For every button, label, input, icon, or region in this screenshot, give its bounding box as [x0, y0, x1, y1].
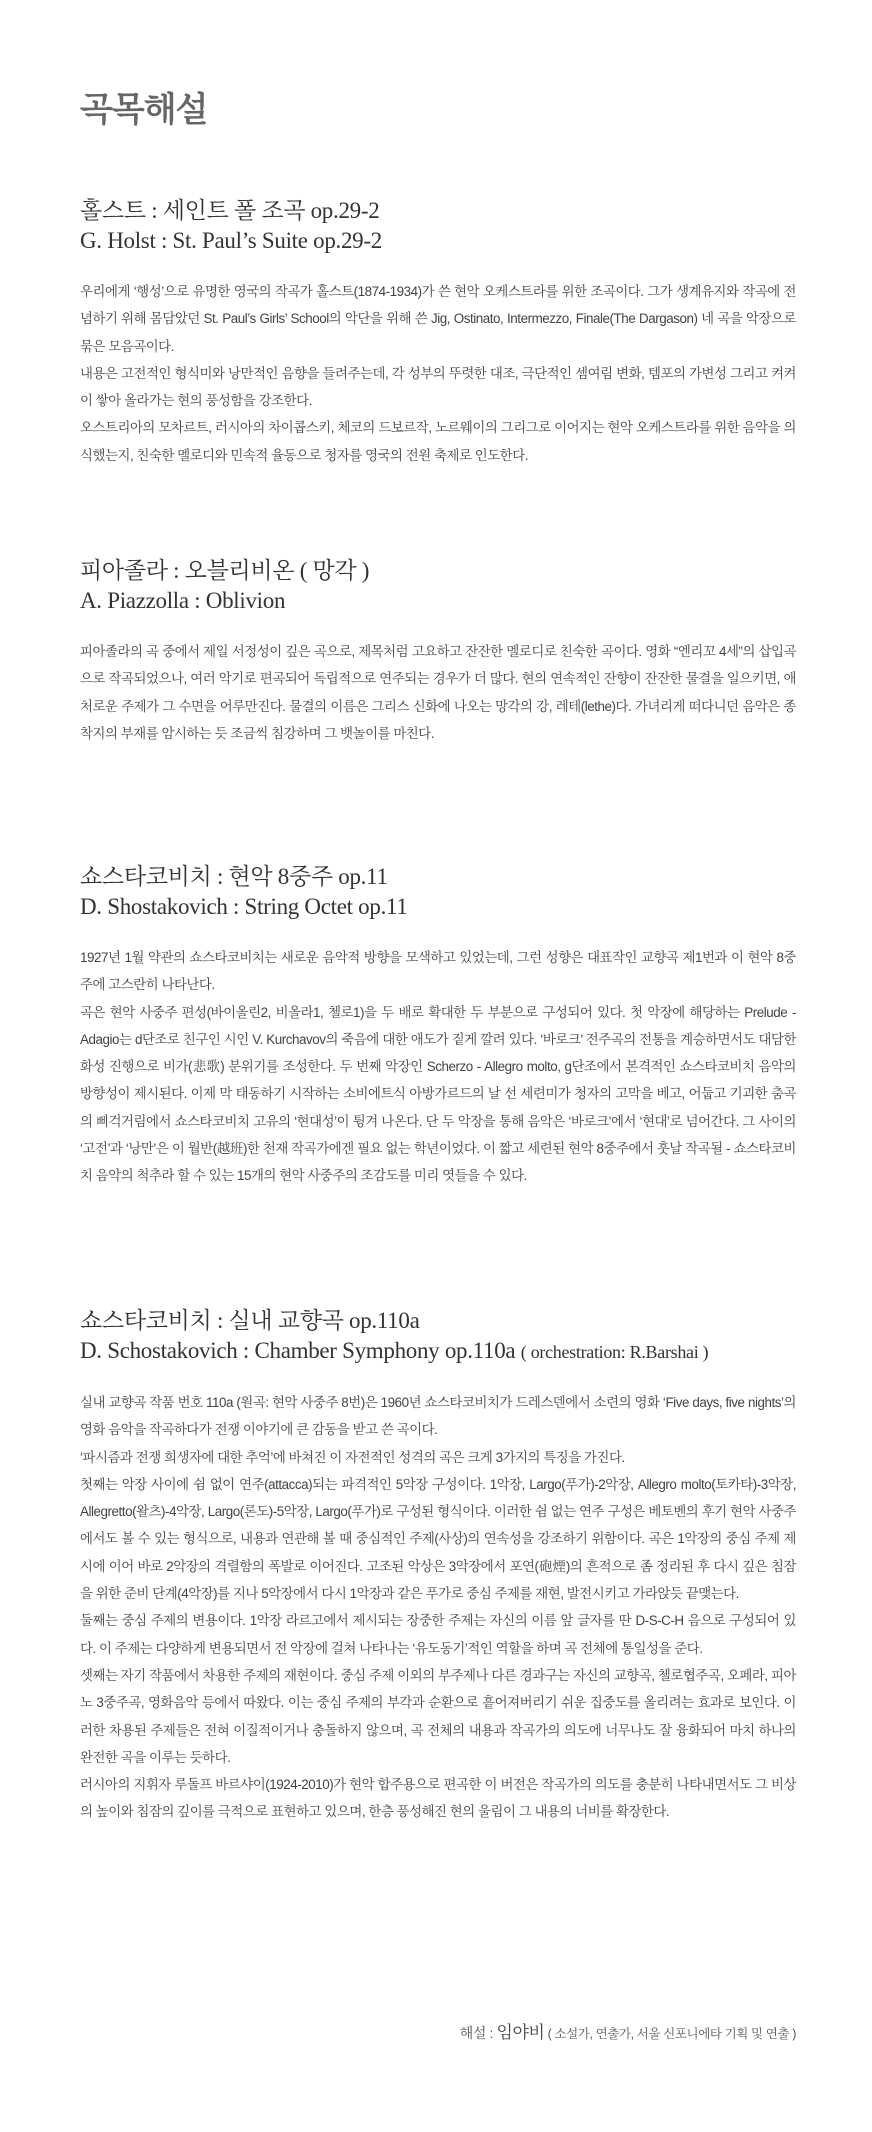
section-title-english: A. Piazzolla : Oblivion [80, 588, 286, 613]
paragraph: 셋째는 자기 작품에서 차용한 주제의 재현이다. 중심 주제 이외의 부주제나 다른 경과구는 자신의 교향곡, 첼로협주곡, 오페라, 피아노 3중주곡, 영화음악 등에서 따왔다. 이는 중심 주제의 부각과 순환으로 흩어져버리기 쉬운 집중도를 올리려는 효과로 보인다. 이러한 차용된 주제들은 전혀 이질적이거나 충돌하지 않으며, 곡 전체의 내용과 작곡가의 의도에 너무나도 잘 융화되어 마치 하나의 완전한 곡을 이루는 듯하다. [80, 1667, 796, 1765]
page-title: 곡목해설 [80, 90, 208, 130]
paragraph: 우리에게 ‘행성’으로 유명한 영국의 작곡가 홀스트(1874-1934)가 쓴 현악 오케스트라를 위한 조곡이다. 그가 생계유지와 작곡에 전념하기 위해 몸담았던 St. Paul’s Girls’ School의 악단을 위해 쓴 Jig, Ostinato, Intermezzo, Finale(The Dargason) 네 곡을 악장으로 묶은 모음곡이다. [80, 284, 796, 354]
paragraph: 곡은 현악 사중주 편성(바이올린2, 비올라1, 첼로1)을 두 배로 확대한 두 부분으로 구성되어 있다. 첫 악장에 해당하는 Prelude - Adagio는 d단조로 친구인 시인 V. Kurchavov의 죽음에 대한 애도가 짙게 깔려 있다. ‘바로크’ 전주곡의 전통을 계승하면서도 대담한 화성 진행으로 비가(悲歌) 분위기를 조성한다. 두 번째 악장인 Scherzo - Allegro molto, g단조에서 본격적인 쇼스타코비치 음악의 방향성이 제시된다. 이제 막 태동하기 시작하는 소비에트식 아방가르드의 날 선 세련미가 청자의 고막을 베고, 어둡고 기괴한 춤곡의 삐걱거림에서 쇼스타코비치 고유의 ‘현대성’이 튕겨 나온다. 단 두 악장을 통해 음악은 ‘바로크’에서 ‘현대’로 넘어간다. 그 사이의 ‘고전’과 ‘낭만’은 이 월반(越班)한 천재 작곡가에겐 필요 없는 학년이었다. 이 짧고 세련된 현악 8중주에서 훗날 작곡될 - 쇼스타코비치 음악의 척추라 할 수 있는 15개의 현악 사중주의 조감도를 미리 엿들을 수 있다. [80, 1004, 796, 1184]
credit-author-role: ( 소설가, 연출가, 서울 신포니에타 기획 및 연출 ) [544, 2027, 796, 2041]
section-title-english: G. Holst : St. Paul’s Suite op.29-2 [80, 228, 382, 253]
section-title-english: D. Shostakovich : String Octet op.11 [80, 894, 408, 919]
section-body [80, 278, 796, 469]
author-credit [460, 2018, 796, 2043]
section-piazzolla [80, 556, 796, 747]
section-body [80, 944, 796, 1190]
section-title-korean: 피아졸라 : 오블리비온 ( 망각 ) [80, 558, 370, 583]
section-title-korean: 쇼스타코비치 : 현악 8중주 op.11 [80, 864, 388, 889]
credit-label: 해설 : [459, 2025, 497, 2041]
paragraph: 둘째는 중심 주제의 변용이다. 1악장 라르고에서 제시되는 장중한 주제는 자신의 이름 앞 글자를 딴 D-S-C-H 음으로 구성되어 있다. 이 주제는 다양하게 변용되면서 전 악장에 걸쳐 나타나는 ‘유도동기’적인 역할을 하며 곡 전체에 통일성을 준다. [80, 1613, 796, 1656]
orchestration-note: ( orchestration: R.Barshai ) [520, 1342, 709, 1362]
paragraph: 1927년 1월 약관의 쇼스타코비치는 새로운 음악적 방향을 모색하고 있었는데, 그런 성향은 대표작인 교향곡 제1번과 이 현악 8중주에 고스란히 나타난다. [80, 950, 796, 993]
paragraph: 러시아의 지휘자 루돌프 바르샤이(1924-2010)가 현악 합주용으로 편곡한 이 버전은 작곡가의 의도를 충분히 나타내면서도 그 비상의 높이와 침잠의 깊이를 극적으로 표현하고 있으며, 한층 풍성해진 현의 울림이 그 내용의 너비를 확장한다. [80, 1777, 796, 1820]
title-english-main: D. Schostakovich : Chamber Symphony op.110a [80, 1338, 516, 1363]
paragraph: 내용은 고전적인 형식미와 낭만적인 음향을 들려주는데, 각 성부의 뚜렷한 대조, 극단적인 셈여림 변화, 템포의 가변성 그리고 켜켜이 쌓아 올라가는 현의 풍성함을 강조한다. [80, 365, 796, 409]
paragraph: 피아졸라의 곡 중에서 제일 서정성이 깊은 곡으로, 제목처럼 고요하고 잔잔한 멜로디로 친숙한 곡이다. 영화 “엔리꼬 4세”의 삽입곡으로 작곡되었으나, 여러 악기로 편곡되어 독립적으로 연주되는 경우가 더 많다. 현의 연속적인 잔향이 잔잔한 물결을 일으키면, 애처로운 주제가 그 수면을 어루만진다. 물결의 이름은 그리스 신화에 나오는 망각의 강, 레테(lethe)다. 가녀리게 떠다니던 음악은 종착지의 부재를 암시하는 듯 조금씩 침강하며 그 뱃놀이를 마친다. [80, 644, 796, 741]
section-shostakovich-chamber-symphony [80, 1306, 796, 1826]
section-holst [80, 196, 796, 469]
section-body [80, 1389, 796, 1826]
section-shostakovich-octet [80, 862, 796, 1190]
section-title-korean: 쇼스타코비치 : 실내 교향곡 op.110a [80, 1308, 420, 1333]
paragraph: 실내 교향곡 작품 번호 110a (원곡: 현악 사중주 8번)은 1960년 쇼스타코비치가 드레스덴에서 소련의 영화 ‘Five days, five nights’의 영화 음악을 작곡하다가 전쟁 이야기에 큰 감동을 받고 쓴 곡이다. [80, 1395, 796, 1438]
paragraph: 첫째는 악장 사이에 쉼 없이 연주(attacca)되는 파격적인 5악장 구성이다. 1악장, Largo(푸가)-2악장, Allegro molto(토카타)-3악장, Allegretto(왈츠)-4악장, Largo(론도)-5악장, Largo(푸가)로 구성된 형식이다. 이러한 쉼 없는 연주 구성은 베토벤의 후기 현악 사중주에서도 볼 수 있는 형식으로, 내용과 연관해 볼 때 중심적인 주제(사상)의 연속성을 강조하기 위함이다. 곡은 1악장의 중심 주제 제시에 이어 바로 2악장의 격렬함의 폭발로 이어진다. 고조된 악상은 3악장에서 포연(砲煙)의 흔적으로 좀 정리된 후 다시 깊은 침잠을 위한 준비 단계(4악장)를 지나 5악장에서 다시 1악장과 같은 푸가로 중심 주제를 재현, 발전시키고 가라앉듯 끝맺는다. [80, 1476, 796, 1602]
section-body [80, 638, 796, 747]
section-title-english [80, 1336, 796, 1367]
paragraph: 오스트리아의 모차르트, 러시아의 차이콥스키, 체코의 드보르작, 노르웨이의 그리그로 이어지는 현악 오케스트라를 위한 음악을 의식했는지, 친숙한 멜로디와 민속적 율동으로 청자를 영국의 전원 축제로 인도한다. [80, 420, 796, 463]
paragraph: ‘파시즘과 전쟁 희생자에 대한 추억’에 바쳐진 이 자전적인 성격의 곡은 크게 3가지의 특징을 가진다. [80, 1449, 625, 1465]
credit-author-name: 임야비 [496, 2023, 545, 2042]
section-title-korean: 홀스트 : 세인트 폴 조곡 op.29-2 [80, 198, 380, 223]
